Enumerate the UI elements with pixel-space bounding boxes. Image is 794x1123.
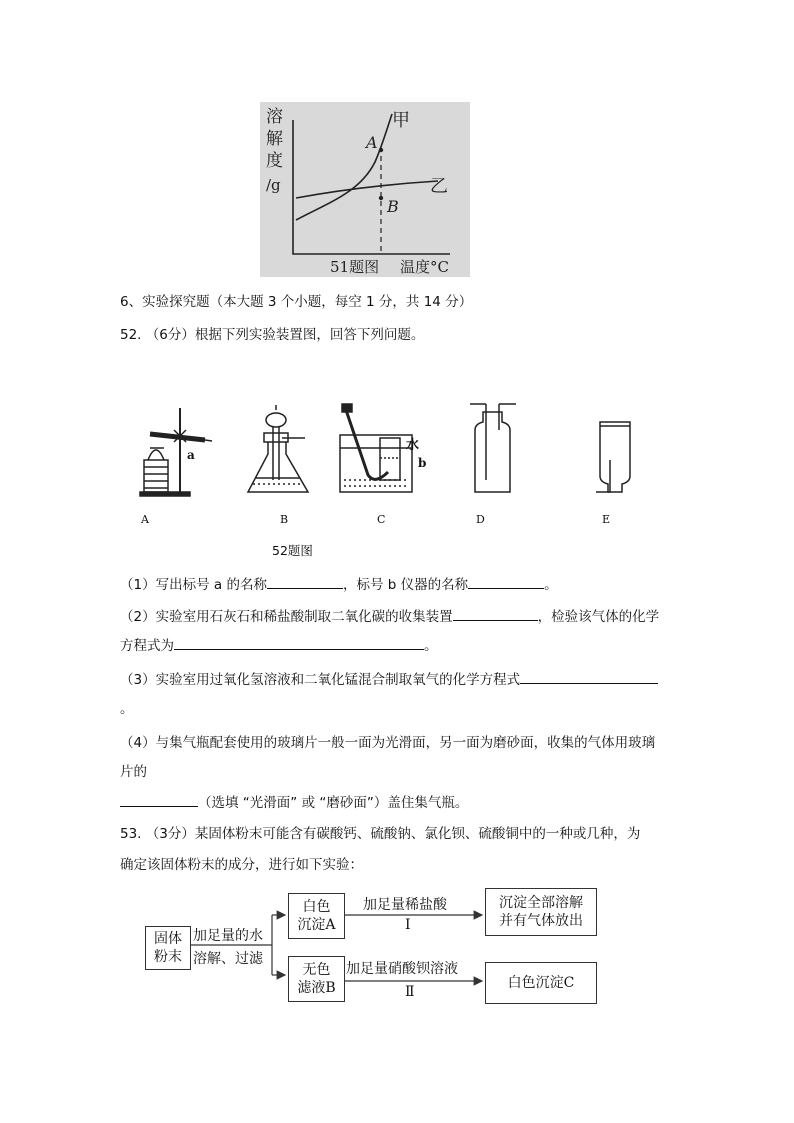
solubility-graph	[260, 102, 470, 277]
apparatus-label-a: A	[141, 513, 149, 526]
q52-sub2-line1	[120, 605, 659, 625]
flow-op2-label: 加足量硝酸钡溶液	[346, 961, 458, 977]
flow-node-white-precipitate-a	[288, 893, 345, 939]
flow-result-1-line1: 沉淀全部溶解	[499, 895, 583, 911]
q52-sub4-line1: （4）与集气瓶配套使用的玻璃片一般一面为光滑面，另一面为磨砂面，收集的气体用玻璃	[120, 735, 656, 751]
q52-sub2-text-1: （2）实验室用石灰石和稀盐酸制取二氧化碳的收集装置	[120, 609, 453, 625]
answer-blank-b[interactable]	[468, 574, 544, 589]
flow-node-a-line1: 白色	[302, 899, 331, 915]
q52-sub3-text-1: （3）实验室用过氧化氢溶液和二氧化锰混合制取氧气的化学方程式	[120, 672, 521, 688]
apparatus-a-drawing	[140, 408, 212, 496]
ylabel-2: 解	[266, 129, 283, 149]
apparatus-label-b: B	[280, 513, 289, 526]
q52-sub2-text-2: ，检验该气体的化学	[537, 609, 660, 625]
apparatus-c-drawing	[340, 404, 412, 492]
q52-sub4-line3	[120, 791, 468, 811]
flow-result-1-line2: 并有气体放出	[499, 913, 583, 929]
tag-b: b	[418, 456, 427, 470]
answer-blank-collect[interactable]	[453, 606, 538, 621]
q53-line1: 53. （3分）某固体粉末可能含有碳酸钙、硫酸钠、氯化钡、硫酸铜中的一种或几种，为	[120, 826, 641, 842]
xlabel: 温度°C	[400, 258, 449, 276]
flow-op2-number: Ⅱ	[405, 984, 415, 1000]
apparatus-label-d: D	[476, 513, 485, 526]
q52-sub3-line2: 。	[120, 701, 134, 717]
q52-sub2-text-4: 。	[424, 638, 438, 654]
q53-line2: 确定该固体粉末的成分，进行如下实验：	[120, 857, 363, 873]
flow-node-b-line2: 滤液B	[297, 980, 336, 996]
point-a-label: A	[366, 133, 378, 152]
q52-sub1-text-1: （1）写出标号 a 的名称	[120, 577, 267, 593]
q52-sub1-text-3: 。	[544, 577, 558, 593]
answer-blank-glass-side[interactable]	[120, 792, 198, 807]
ylabel-4: /g	[266, 176, 281, 194]
apparatus-label-c: C	[377, 513, 386, 526]
apparatus-e-drawing	[596, 422, 630, 492]
flow-node-b-line1: 无色	[302, 962, 331, 978]
flow-node-solid-line2: 粉末	[154, 949, 182, 965]
q52-sub2-text-3: 方程式为	[120, 638, 174, 654]
apparatus-caption: 52题图	[272, 543, 313, 558]
flow-node-solid-powder	[145, 926, 191, 970]
answer-blank-equation-o2[interactable]	[520, 669, 658, 684]
flow-node-colorless-filtrate-b	[288, 956, 345, 1002]
flow-step-add-water: 加足量的水	[193, 928, 263, 944]
flow-node-solid-line1: 固体	[154, 931, 182, 947]
apparatus-b-drawing	[248, 405, 308, 492]
apparatus-figure	[130, 400, 650, 510]
q52-sub1-text-2: ，标号 b 仪器的名称	[342, 577, 469, 593]
q52-sub2-line2	[120, 634, 438, 654]
curve-jia-label: 甲	[392, 110, 410, 131]
flow-result-1	[485, 888, 597, 936]
point-b-dot	[379, 196, 383, 200]
flow-step-dissolve-filter: 溶解、过滤	[193, 951, 263, 967]
q52-sub3-line1	[120, 668, 658, 688]
tag-a: a	[187, 448, 195, 462]
q52-sub1	[120, 573, 558, 593]
point-a-dot	[379, 148, 383, 152]
apparatus-d-drawing	[470, 404, 516, 492]
flow-node-a-line2: 沉淀A	[297, 917, 336, 933]
apparatus-label-e: E	[602, 513, 611, 526]
flow-op1-label: 加足量稀盐酸	[363, 897, 447, 913]
tag-water: 水	[406, 438, 420, 453]
ylabel-1: 溶	[266, 107, 283, 127]
answer-blank-a[interactable]	[267, 574, 343, 589]
flow-result-2: 白色沉淀C	[485, 962, 597, 1004]
q52-stem: 52. （6分）根据下列实验装置图，回答下列问题。	[120, 327, 425, 343]
solubility-graph-svg	[260, 102, 470, 277]
graph-caption: 51题图	[330, 258, 380, 276]
ylabel-3: 度	[266, 151, 283, 171]
section-6-heading: 6、实验探究题（本大题 3 个小题，每空 1 分，共 14 分）	[120, 294, 473, 310]
flow-op1-number: Ⅰ	[405, 917, 411, 933]
point-b-label: B	[387, 197, 399, 216]
q52-sub4-text-3: （选填 “光滑面” 或 “磨砂面”）盖住集气瓶。	[198, 795, 469, 811]
curve-yi-label: 乙	[430, 176, 448, 197]
answer-blank-equation-co2[interactable]	[174, 635, 424, 650]
apparatus-svg	[130, 400, 650, 510]
q52-sub4-line2: 片的	[120, 764, 147, 780]
